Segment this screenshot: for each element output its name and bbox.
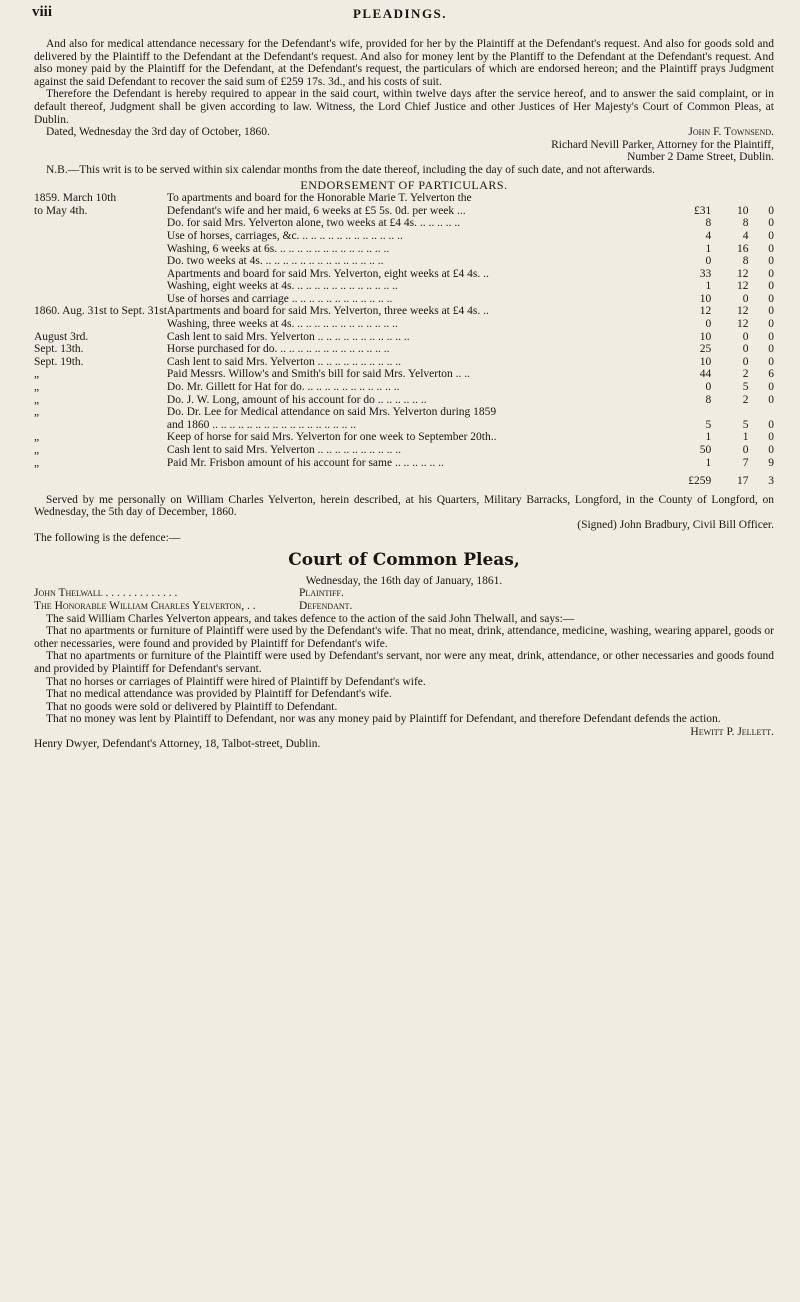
row-date	[34, 419, 167, 432]
row-date	[34, 293, 167, 306]
row-date: „	[34, 368, 40, 381]
row-pounds: 10	[699, 330, 712, 343]
row-shillings: 8	[742, 255, 749, 268]
row-pence: 0	[768, 418, 774, 431]
defence-intro-line: The following is the defence:—	[34, 531, 181, 544]
row-shillings: 2	[742, 368, 749, 381]
plaintiff-attorney: Richard Nevill Parker, Attorney for the Plaintiff,	[551, 138, 774, 151]
row-pence: 0	[768, 444, 774, 456]
total-row	[34, 469, 774, 488]
paragraph-request: And also for medical attendance necessary for the Defendant's wife, provided for her by the Plaintiff at the Defendant's request. And also for goods sold and delivered by the Plaintiff to the Defendant at the Defendant's request. And also for money lent by the Plantiff to the Defendant at the Defendant's request. And also money paid by the Plaintiff for the Defendant, at the Defendant's request, the particulars of which are endorsed hereon; and the Plaintiff prays Judgment against the said Defendant to recover the said sum of £259 17s. 3d., and his costs of suit.	[34, 38, 774, 88]
row-pence: 0	[768, 292, 774, 305]
row-description: Cash lent to said Mrs. Yelverton .. .. .. .. .. .. .. .. .. ..	[166, 355, 402, 368]
row-pence: 9	[768, 456, 774, 469]
row-date: 1859. March 10th	[34, 192, 117, 205]
particulars-row	[34, 356, 774, 369]
row-date: „	[34, 393, 40, 406]
row-date	[34, 230, 167, 243]
row-pounds: 10	[699, 355, 712, 368]
row-description: Do. J. W. Long, amount of his account for do .. .. .. .. .. ..	[166, 393, 427, 406]
row-pounds: 1	[705, 280, 712, 293]
row-pounds: 4	[705, 229, 712, 242]
row-description: Cash lent to said Mrs. Yelverton .. .. .. .. .. .. .. .. .. ..	[166, 444, 402, 456]
plea-paragraph: That no goods were sold or delivered by Plaintiff to Defendant.	[46, 700, 338, 713]
row-shillings: 8	[742, 217, 749, 230]
row-pounds: 0	[705, 318, 712, 331]
row-date	[34, 280, 167, 293]
row-description: Paid Messrs. Willow's and Smith's bill for said Mrs. Yelverton .. ..	[166, 368, 471, 381]
row-pence: 0	[768, 330, 774, 343]
total-pence: 3	[768, 475, 774, 488]
row-pence: 0	[768, 229, 774, 242]
nota-bene: N.B.—This writ is to be served within six calendar months from the date thereof, including the day of such date, and not afterwards.	[46, 163, 656, 176]
row-shillings: 12	[737, 267, 749, 280]
plaintiff-line	[34, 587, 774, 600]
particulars-row	[34, 293, 774, 306]
row-pence: 0	[768, 393, 774, 406]
row-description: Defendant's wife and her maid, 6 weeks at £5 5s. 0d. per week ...	[166, 204, 466, 217]
row-pence: 0	[768, 305, 774, 318]
total-shillings: 17	[737, 475, 749, 488]
row-description: Washing, 6 weeks at 6s. .. .. .. .. .. .. .. .. .. .. .. .. ..	[166, 242, 390, 255]
particulars-row	[34, 230, 774, 243]
particulars-row	[34, 318, 774, 331]
total-pounds: £259	[688, 475, 712, 488]
row-pence: 0	[768, 204, 774, 217]
defendant-line	[34, 600, 774, 613]
particulars-row	[34, 343, 774, 356]
particulars-row	[34, 431, 774, 444]
row-shillings	[711, 192, 748, 205]
row-shillings	[711, 406, 748, 419]
plea-paragraph: That no apartments or furniture of Plaintiff were used by the Defendant's wife. That no meat, drink, attendance, medicine, washing, wearing apparel, goods or other necessaries, were found and provided by Plaintiff for Defendant's wife.	[34, 625, 774, 650]
row-pence: 0	[768, 217, 774, 230]
row-description: Apartments and board for said Mrs. Yelverton, eight weeks at £4 4s. ..	[166, 267, 489, 280]
plea-paragraph: That no money was lent by Plaintiff to Defendant, nor was any money paid by Plaintiff for Defendant, and therefore Defendant defends the action.	[46, 713, 721, 726]
row-description: and 1860 .. .. .. .. .. .. .. .. .. .. .. .. .. .. .. .. ..	[166, 418, 357, 431]
attorney-address: Number 2 Dame Street, Dublin.	[627, 151, 774, 164]
row-pence: 0	[768, 242, 774, 255]
row-pounds: 5	[705, 418, 712, 431]
service-signature: (Signed) John Bradbury, Civil Bill Officer.	[577, 518, 774, 531]
particulars-row	[34, 381, 774, 394]
row-description: Washing, three weeks at 4s. .. .. .. .. .. .. .. .. .. .. .. ..	[166, 318, 398, 331]
court-heading: Court of Common Pleas,	[288, 550, 520, 571]
row-shillings: 12	[737, 318, 749, 331]
row-description: Keep of horse for said Mrs. Yelverton for one week to September 20th..	[166, 431, 497, 444]
row-shillings: 0	[742, 444, 749, 456]
row-shillings: 1	[742, 431, 749, 444]
particulars-row	[34, 205, 774, 218]
row-pence: 0	[768, 381, 774, 394]
row-date	[34, 243, 167, 256]
row-pence: 0	[768, 318, 774, 331]
row-description: To apartments and board for the Honorable Marie T. Yelverton the	[166, 192, 472, 205]
particulars-row	[34, 192, 774, 205]
defendant-role: Defendant.	[299, 599, 353, 612]
row-pence: 6	[768, 368, 774, 381]
plea-paragraph: That no medical attendance was provided by Plaintiff for Defendant's wife.	[46, 688, 392, 701]
pleas-list	[34, 625, 774, 726]
defence-statement: The said William Charles Yelverton appears, and takes defence to the action of the said John Thelwall, and says:—	[46, 612, 575, 625]
row-shillings: 10	[737, 204, 749, 217]
plaintiff-name: John Thelwall . . . . . . . . . . . . .	[34, 587, 178, 600]
row-date: August 3rd.	[34, 330, 89, 343]
row-pounds: 33	[699, 267, 712, 280]
particulars-row	[34, 255, 774, 268]
plea-paragraph: That no apartments or furniture of the Plaintiff were used by Defendant's servant, nor were any meat, drink, attendance, or other necessaries and goods found and provided by Plaintiff for Defendant's servant.	[34, 650, 774, 675]
row-shillings: 12	[737, 305, 749, 318]
row-date	[34, 255, 167, 268]
row-shillings: 2	[742, 393, 749, 406]
row-shillings: 16	[737, 242, 749, 255]
row-description: Do. for said Mrs. Yelverton alone, two weeks at £4 4s. .. .. .. .. ..	[166, 217, 461, 230]
row-shillings: 5	[742, 381, 749, 394]
row-pounds: 25	[699, 343, 712, 356]
row-pounds: 8	[705, 393, 712, 406]
particulars-row	[34, 419, 774, 432]
dated-line: Dated, Wednesday the 3rd day of October, 1860. John F. Townsend.	[46, 126, 774, 139]
row-date: to May 4th.	[34, 204, 88, 217]
row-pounds: £31	[694, 204, 712, 217]
plea-paragraph: That no horses or carriages of Plaintiff were hired of Plaintiff by Defendant's wife.	[46, 675, 426, 688]
row-pence	[749, 192, 774, 205]
row-description: Do. Dr. Lee for Medical attendance on said Mrs. Yelverton during 1859	[166, 406, 497, 419]
row-pence: 0	[768, 267, 774, 280]
particulars-row	[34, 217, 774, 230]
row-date: Sept. 13th.	[34, 343, 84, 356]
particulars-row	[34, 457, 774, 470]
row-pence: 0	[768, 431, 774, 444]
signer-townsend: John F. Townsend.	[688, 126, 774, 139]
page-folio: viii	[32, 4, 53, 20]
defendant-attorney: Henry Dwyer, Defendant's Attorney, 18, Talbot-street, Dublin.	[34, 738, 321, 751]
service-statement: Served by me personally on William Charles Yelverton, herein described, at his Quarters, Military Barracks, Longford, in the County of Longford, on Wednesday, the 5th day of December, 1860.	[34, 493, 774, 519]
row-shillings: 7	[742, 456, 749, 469]
row-pounds: 0	[705, 381, 712, 394]
row-date: „	[34, 456, 40, 469]
row-pounds: 0	[705, 255, 712, 268]
defence-date: Wednesday, the 16th day of January, 1861.	[305, 574, 503, 587]
endorsement-heading: ENDORSEMENT OF PARTICULARS.	[300, 177, 508, 192]
row-date: 1860. Aug. 31st to Sept. 31st	[34, 305, 167, 318]
row-pounds: 10	[699, 292, 712, 305]
particulars-row	[34, 268, 774, 281]
row-shillings: 0	[742, 343, 749, 356]
row-pounds: 8	[705, 217, 712, 230]
counsel-signature: Hewitt P. Jellett.	[690, 725, 774, 738]
row-pounds: 12	[699, 305, 712, 318]
document-body	[34, 38, 774, 751]
running-title: PLEADINGS.	[352, 6, 448, 21]
plaintiff-role: Plaintiff.	[299, 587, 344, 600]
row-pence	[749, 406, 774, 419]
row-date	[34, 268, 167, 281]
particulars-row	[34, 243, 774, 256]
row-pounds: 50	[699, 444, 712, 456]
row-pence: 0	[768, 255, 774, 268]
row-description: Do. Mr. Gillett for Hat for do. .. .. .. .. .. .. .. .. .. .. ..	[166, 381, 400, 394]
row-pounds	[674, 192, 712, 205]
row-date: „	[34, 431, 40, 444]
row-date: „	[34, 406, 40, 419]
particulars-row	[34, 394, 774, 407]
row-pounds	[674, 406, 712, 419]
row-date: „	[34, 381, 40, 394]
row-description: Use of horses, carriages, &c. .. .. .. .. .. .. .. .. .. .. .. ..	[166, 229, 403, 242]
row-description: Horse purchased for do. .. .. .. .. .. .. .. .. .. .. .. .. ..	[166, 343, 390, 356]
row-pounds: 1	[705, 242, 712, 255]
row-description: Paid Mr. Frisbon amount of his account for same .. .. .. .. .. ..	[166, 456, 444, 469]
row-pounds: 1	[705, 431, 712, 444]
row-shillings: 5	[742, 418, 749, 431]
defendant-name: The Honorable William Charles Yelverton, . .	[34, 599, 256, 612]
row-description: Do. two weeks at 4s. .. .. .. .. .. .. .. .. .. .. .. .. .. ..	[166, 255, 384, 268]
particulars-table	[34, 192, 774, 488]
row-date	[34, 217, 167, 230]
particulars-row	[34, 280, 774, 293]
particulars-row	[34, 305, 774, 318]
row-pence: 0	[768, 343, 774, 356]
paragraph-summons: Therefore the Defendant is hereby required to appear in the said court, within twelve days after the service hereof, and to answer the said complaint, or in default thereof, Judgment shall be given according to law. Witness, the Lord Chief Justice and other Justices of Her Majesty's Court of Common Pleas, at Dublin.	[34, 88, 774, 126]
row-description: Apartments and board for said Mrs. Yelverton, three weeks at £4 4s. ..	[166, 305, 489, 318]
row-shillings: 0	[742, 292, 749, 305]
row-shillings: 0	[742, 355, 749, 368]
row-description: Cash lent to said Mrs. Yelverton .. .. .. .. .. .. .. .. .. .. ..	[166, 330, 410, 343]
row-description: Washing, eight weeks at 4s. .. .. .. .. .. .. .. .. .. .. .. ..	[166, 280, 398, 293]
row-shillings: 4	[742, 229, 749, 242]
row-date: Sept. 19th.	[34, 355, 84, 368]
row-pounds: 44	[699, 368, 712, 381]
row-date: „	[34, 444, 40, 456]
row-date	[34, 318, 167, 331]
particulars-row	[34, 368, 774, 381]
row-pounds: 1	[705, 456, 712, 469]
particulars-row	[34, 406, 774, 419]
row-shillings: 0	[742, 330, 749, 343]
row-description: Use of horses and carriage .. .. .. .. .. .. .. .. .. .. .. ..	[166, 292, 393, 305]
particulars-row	[34, 444, 774, 457]
particulars-row	[34, 331, 774, 344]
row-shillings: 12	[737, 280, 749, 293]
row-pence: 0	[768, 355, 774, 368]
row-pence: 0	[768, 280, 774, 293]
